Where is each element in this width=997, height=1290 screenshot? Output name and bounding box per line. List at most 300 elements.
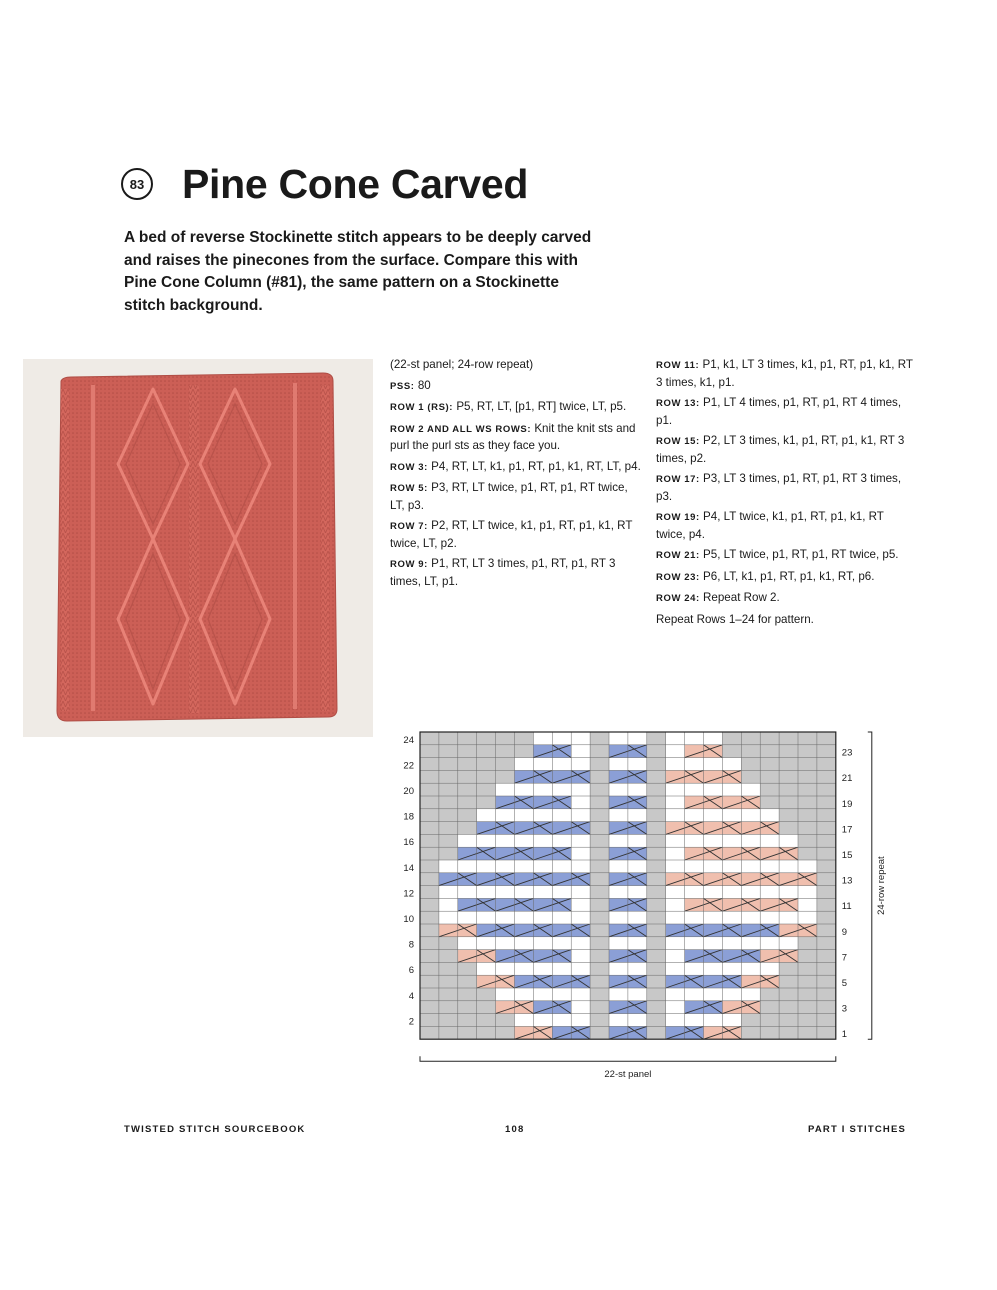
purl-cell (647, 988, 666, 1001)
purl-cell (647, 1014, 666, 1027)
row-text: P6, LT, k1, p1, RT, p1, k1, RT, p6. (703, 569, 875, 583)
purl-cell (779, 745, 798, 758)
purl-cell (647, 898, 666, 911)
purl-cell (420, 783, 439, 796)
row-text: P3, LT 3 times, p1, RT, p1, RT 3 times, p3. (656, 472, 902, 503)
purl-cell (590, 962, 609, 975)
purl-cell (779, 770, 798, 783)
purl-cell (477, 770, 496, 783)
purl-cell (496, 770, 515, 783)
knit-cell (666, 796, 685, 809)
purl-cell (647, 834, 666, 847)
row-number-left: 4 (408, 990, 414, 1002)
purl-cell (798, 834, 817, 847)
purl-cell (798, 937, 817, 950)
purl-cell (647, 1026, 666, 1039)
purl-cell (817, 911, 836, 924)
purl-cell (458, 1026, 477, 1039)
purl-cell (817, 745, 836, 758)
purl-cell (590, 860, 609, 873)
purl-cell (439, 962, 458, 975)
row-instruction (656, 590, 916, 608)
purl-cell (439, 770, 458, 783)
purl-cell (439, 975, 458, 988)
row-label: ROW 3: (390, 461, 428, 473)
purl-cell (817, 886, 836, 899)
purl-cell (647, 860, 666, 873)
knit-cell (571, 886, 590, 899)
row-instruction (656, 547, 916, 565)
purl-cell (817, 822, 836, 835)
purl-cell (458, 988, 477, 1001)
row-instruction (390, 518, 644, 552)
purl-cell (722, 732, 741, 745)
purl-cell (817, 1001, 836, 1014)
purl-cell (779, 1026, 798, 1039)
row-instruction (656, 357, 916, 391)
purl-cell (458, 962, 477, 975)
purl-cell (458, 745, 477, 758)
purl-cell (779, 809, 798, 822)
row-text: P4, LT twice, k1, p1, RT, p1, k1, RT twice, p4. (656, 510, 884, 541)
purl-cell (439, 1026, 458, 1039)
purl-cell (477, 732, 496, 745)
purl-cell (420, 1026, 439, 1039)
purl-cell (741, 1026, 760, 1039)
row-number-left: 16 (403, 837, 414, 849)
purl-cell (590, 924, 609, 937)
purl-cell (590, 809, 609, 822)
purl-cell (420, 834, 439, 847)
pss-line (390, 378, 644, 396)
knit-cell (571, 898, 590, 911)
footer-section: PART I STITCHES (808, 1124, 907, 1135)
purl-cell (647, 809, 666, 822)
pattern-number: 83 (129, 176, 145, 192)
knit-cell (666, 732, 685, 745)
purl-cell (477, 988, 496, 1001)
purl-cell (420, 758, 439, 771)
purl-cell (647, 770, 666, 783)
closing-instruction: Repeat Rows 1–24 for pattern. (656, 612, 814, 626)
purl-cell (779, 988, 798, 1001)
purl-cell (590, 937, 609, 950)
purl-cell (817, 988, 836, 1001)
purl-cell (647, 1001, 666, 1014)
knit-cell (666, 988, 685, 1001)
purl-cell (779, 962, 798, 975)
row-number-right: 15 (841, 850, 853, 861)
purl-cell (439, 988, 458, 1001)
row-text: Knit the knit sts and purl the purl sts as they face you. (390, 421, 636, 452)
row-number-right: 3 (841, 1003, 848, 1015)
purl-cell (439, 822, 458, 835)
purl-cell (798, 1014, 817, 1027)
purl-cell (722, 745, 741, 758)
purl-cell (420, 809, 439, 822)
row-instruction (390, 480, 644, 514)
row-number-right: 5 (841, 978, 848, 989)
purl-cell (760, 796, 779, 809)
purl-cell (647, 924, 666, 937)
row-number-right: 11 (841, 901, 852, 913)
knit-cell (571, 950, 590, 963)
purl-cell (798, 847, 817, 860)
purl-cell (798, 770, 817, 783)
row-instruction (656, 569, 916, 587)
purl-cell (439, 847, 458, 860)
row-number-right: 23 (841, 747, 853, 759)
purl-cell (496, 758, 515, 771)
purl-cell (515, 745, 534, 758)
row-instruction (656, 509, 916, 543)
purl-cell (817, 809, 836, 822)
purl-cell (496, 732, 515, 745)
purl-cell (420, 745, 439, 758)
purl-cell (779, 758, 798, 771)
purl-cell (590, 1001, 609, 1014)
purl-cell (817, 783, 836, 796)
purl-cell (439, 1014, 458, 1027)
purl-cell (779, 975, 798, 988)
purl-cell (798, 1001, 817, 1014)
purl-cell (798, 822, 817, 835)
row-number-right: 21 (841, 773, 853, 785)
row-number-right: 9 (841, 926, 848, 938)
purl-cell (420, 873, 439, 886)
row-label: ROW 2 AND ALL WS ROWS: (390, 423, 532, 435)
purl-cell (477, 796, 496, 809)
purl-cell (817, 937, 836, 950)
knit-cell (666, 847, 685, 860)
purl-cell (647, 783, 666, 796)
purl-cell (798, 962, 817, 975)
purl-cell (817, 834, 836, 847)
purl-cell (647, 732, 666, 745)
row-text: P1, k1, LT 3 times, k1, p1, RT, p1, k1, RT 3 times, k1, p1. (656, 358, 913, 389)
purl-cell (496, 745, 515, 758)
row-number-right: 19 (841, 798, 853, 810)
purl-cell (798, 975, 817, 988)
purl-cell (647, 796, 666, 809)
panel-bracket (420, 1056, 836, 1061)
knit-cell (571, 783, 590, 796)
purl-cell (439, 783, 458, 796)
row-number-left: 12 (403, 888, 414, 900)
purl-cell (647, 886, 666, 899)
purl-cell (420, 950, 439, 963)
purl-cell (760, 770, 779, 783)
knit-cell (798, 898, 817, 911)
knitted-swatch-illustration (23, 359, 373, 737)
row-number-left: 6 (408, 965, 414, 977)
swatch-photo (23, 359, 373, 737)
purl-cell (496, 1026, 515, 1039)
purl-cell (817, 1014, 836, 1027)
row-label: ROW 13: (656, 398, 700, 409)
row-text: P1, LT 4 times, p1, RT, p1, RT 4 times, p1. (656, 396, 902, 427)
purl-cell (420, 911, 439, 924)
purl-cell (741, 770, 760, 783)
purl-cell (458, 1001, 477, 1014)
knit-cell (798, 886, 817, 899)
purl-cell (439, 809, 458, 822)
row-label: ROW 11: (656, 360, 700, 371)
row-text: P3, RT, LT twice, p1, RT, p1, RT twice, LT, p3. (390, 481, 628, 512)
purl-cell (798, 988, 817, 1001)
purl-cell (817, 1026, 836, 1039)
purl-cell (647, 950, 666, 963)
row-label: ROW 5: (390, 483, 428, 494)
purl-cell (760, 745, 779, 758)
purl-cell (496, 1014, 515, 1027)
row-text: P2, LT 3 times, k1, p1, RT, p1, k1, RT 3 times, p2. (656, 434, 905, 465)
purl-cell (590, 1014, 609, 1027)
row-instruction (390, 421, 644, 455)
purl-cell (439, 937, 458, 950)
purl-cell (817, 873, 836, 886)
purl-cell (741, 745, 760, 758)
purl-cell (458, 1014, 477, 1027)
row-label: ROW 7: (390, 521, 428, 532)
knit-cell (571, 732, 590, 745)
purl-cell (590, 950, 609, 963)
row-text: P2, RT, LT twice, k1, p1, RT, p1, k1, RT twice, LT, p2. (390, 519, 633, 550)
purl-cell (817, 732, 836, 745)
purl-cell (647, 975, 666, 988)
purl-cell (420, 962, 439, 975)
purl-cell (420, 988, 439, 1001)
purl-cell (817, 860, 836, 873)
pss-label: PSS: (390, 380, 415, 392)
row-number-right: 7 (841, 952, 848, 964)
purl-cell (779, 1014, 798, 1027)
knit-cell (571, 988, 590, 1001)
row-label: ROW 21: (656, 550, 700, 561)
purl-cell (590, 822, 609, 835)
intro-paragraph: A bed of reverse Stockinette stitch appears to be deeply carved and raises the pinecones from the surface. Compare this with Pine Cone Column (#81), the same pattern on a Stockinette stitch background. (124, 229, 592, 314)
row-number-right: 1 (841, 1029, 848, 1041)
row-instruction (656, 471, 916, 505)
purl-cell (779, 783, 798, 796)
pattern-number-badge (121, 168, 153, 200)
row-number-right: 17 (841, 824, 853, 836)
purl-cell (817, 796, 836, 809)
instructions-column-1 (390, 357, 644, 594)
row-label: ROW 23: (656, 571, 700, 583)
purl-cell (439, 732, 458, 745)
purl-cell (420, 860, 439, 873)
repeat-bracket (868, 732, 872, 1039)
purl-cell (590, 911, 609, 924)
row-number-left: 8 (408, 939, 414, 951)
knit-cell (666, 886, 685, 899)
purl-cell (590, 1026, 609, 1039)
purl-cell (647, 758, 666, 771)
row-label: ROW 24: (656, 593, 700, 604)
purl-cell (458, 809, 477, 822)
knit-cell (571, 834, 590, 847)
purl-cell (590, 847, 609, 860)
row-number-right: 13 (841, 875, 853, 887)
row-label: ROW 15: (656, 436, 700, 447)
knit-cell (571, 847, 590, 860)
knit-cell (439, 886, 458, 899)
row-number-left: 2 (408, 1016, 414, 1028)
row-number-left: 18 (403, 811, 414, 823)
purl-cell (779, 732, 798, 745)
purl-cell (798, 796, 817, 809)
purl-cell (779, 1001, 798, 1014)
knit-cell (571, 1001, 590, 1014)
purl-cell (439, 745, 458, 758)
purl-cell (798, 950, 817, 963)
instructions-column-2 (656, 357, 916, 632)
purl-cell (439, 758, 458, 771)
row-instruction (656, 433, 916, 467)
purl-cell (760, 1026, 779, 1039)
purl-cell (590, 898, 609, 911)
knit-cell (571, 796, 590, 809)
purl-cell (798, 783, 817, 796)
purl-cell (439, 950, 458, 963)
purl-cell (647, 745, 666, 758)
row-number-left: 24 (403, 734, 414, 746)
purl-cell (420, 847, 439, 860)
purl-cell (590, 834, 609, 847)
row-number-left: 22 (403, 760, 414, 772)
purl-cell (817, 758, 836, 771)
purl-cell (420, 796, 439, 809)
purl-cell (798, 732, 817, 745)
stitch-chart-svg (390, 722, 910, 1087)
purl-cell (590, 796, 609, 809)
purl-cell (817, 962, 836, 975)
purl-cell (760, 732, 779, 745)
purl-cell (458, 783, 477, 796)
purl-cell (420, 898, 439, 911)
purl-cell (817, 924, 836, 937)
purl-cell (760, 783, 779, 796)
purl-cell (458, 975, 477, 988)
row-number-left: 10 (403, 914, 414, 925)
purl-cell (458, 758, 477, 771)
footer-page-number: 108 (505, 1124, 525, 1135)
row-number-left: 14 (403, 862, 414, 874)
repeat-label: 24-row repeat (875, 856, 887, 915)
row-text: Repeat Row 2. (703, 591, 780, 604)
purl-cell (590, 783, 609, 796)
purl-cell (647, 937, 666, 950)
purl-cell (741, 758, 760, 771)
purl-cell (477, 783, 496, 796)
row-instruction (390, 399, 644, 417)
purl-cell (477, 1001, 496, 1014)
stitch-chart (390, 722, 910, 1087)
row-text: P5, LT twice, p1, RT, p1, RT twice, p5. (703, 548, 899, 561)
page-title: Pine Cone Carved (182, 161, 529, 207)
purl-cell (477, 1026, 496, 1039)
knit-cell (571, 937, 590, 950)
purl-cell (477, 745, 496, 758)
purl-cell (647, 873, 666, 886)
purl-cell (420, 732, 439, 745)
purl-cell (760, 1014, 779, 1027)
knit-cell (666, 1001, 685, 1014)
purl-cell (458, 770, 477, 783)
knit-cell (666, 937, 685, 950)
row-instruction (390, 556, 644, 590)
purl-cell (798, 745, 817, 758)
purl-cell (590, 975, 609, 988)
purl-cell (647, 962, 666, 975)
panel-label: 22-st panel (604, 1069, 652, 1081)
knit-cell (666, 783, 685, 796)
knit-cell (666, 950, 685, 963)
purl-cell (420, 937, 439, 950)
knit-cell (571, 745, 590, 758)
purl-cell (477, 758, 496, 771)
purl-cell (741, 732, 760, 745)
purl-cell (647, 911, 666, 924)
purl-cell (741, 1014, 760, 1027)
purl-cell (760, 758, 779, 771)
purl-cell (439, 834, 458, 847)
knit-cell (439, 898, 458, 911)
purl-cell (798, 758, 817, 771)
knit-cell (666, 745, 685, 758)
purl-cell (798, 809, 817, 822)
purl-cell (590, 988, 609, 1001)
row-label: ROW 1 (RS): (390, 402, 454, 413)
purl-cell (458, 732, 477, 745)
purl-cell (779, 822, 798, 835)
purl-cell (420, 1014, 439, 1027)
row-text: P4, RT, LT, k1, p1, RT, p1, k1, RT, LT, p4. (431, 459, 641, 473)
row-instruction (656, 395, 916, 429)
purl-cell (760, 988, 779, 1001)
row-number-left: 20 (403, 786, 414, 797)
purl-cell (590, 770, 609, 783)
purl-cell (439, 796, 458, 809)
pss-value: 80 (417, 378, 431, 392)
purl-cell (590, 758, 609, 771)
purl-cell (515, 732, 534, 745)
purl-cell (420, 1001, 439, 1014)
row-label: ROW 9: (390, 559, 428, 570)
row-text: P5, RT, LT, [p1, RT] twice, LT, p5. (456, 400, 627, 413)
row-label: ROW 17: (656, 474, 700, 485)
row-instruction (390, 459, 644, 477)
purl-cell (420, 975, 439, 988)
purl-cell (817, 898, 836, 911)
footer-book-title: TWISTED STITCH SOURCEBOOK (124, 1124, 306, 1135)
purl-cell (647, 847, 666, 860)
purl-cell (817, 770, 836, 783)
purl-cell (590, 873, 609, 886)
purl-cell (590, 886, 609, 899)
purl-cell (458, 796, 477, 809)
panel-info: (22-st panel; 24-row repeat) (390, 358, 534, 371)
row-text: P1, RT, LT 3 times, p1, RT, p1, RT 3 times, LT, p1. (390, 557, 616, 588)
knit-cell (666, 834, 685, 847)
purl-cell (817, 950, 836, 963)
purl-cell (439, 1001, 458, 1014)
purl-cell (760, 1001, 779, 1014)
purl-cell (420, 886, 439, 899)
purl-cell (817, 975, 836, 988)
purl-cell (590, 732, 609, 745)
